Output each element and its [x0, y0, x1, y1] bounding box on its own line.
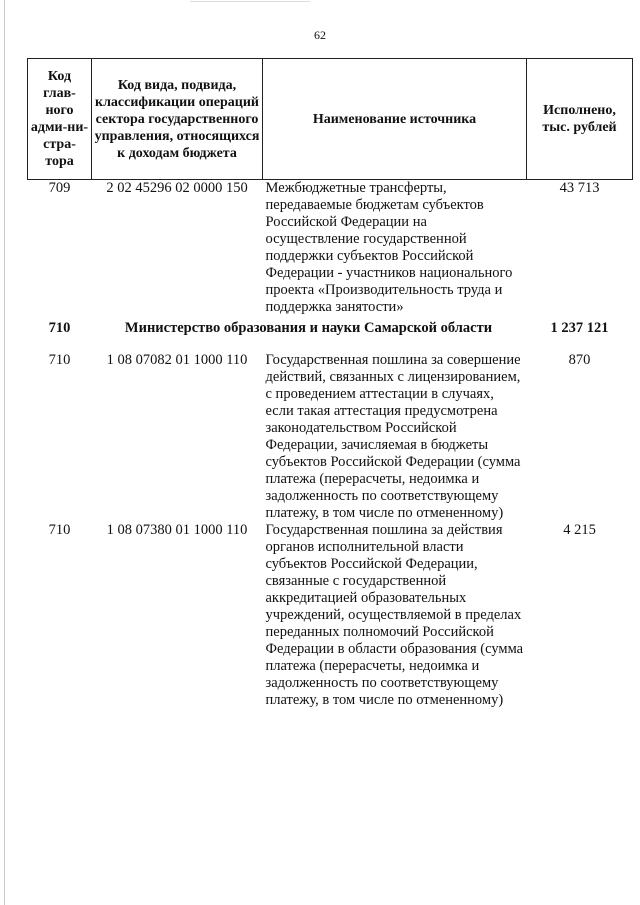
header-source-name: Наименование источника [263, 59, 527, 180]
row-admin-code: 709 [48, 180, 71, 196]
header-type-code: Код вида, подвида, классификации операций сектора государственного управления, относящихся к доходам бюджета [92, 59, 263, 180]
table-row [28, 340, 633, 522]
row-source-name: Государственная пошлина за действия органов исполнительной власти субъектов Российской Федерации, связанные с государственной аккредитацией образовательных учреждений, осуществляемой в пределах переданных полномочий Российской Федерации в области образования (сумма платежа (перерасчеты, недоимка и задолженность по соответствующему платежу, в том числе по отмененному) [265, 522, 524, 708]
section-ministry-name: Министерство образования и науки Самарской области [124, 319, 493, 336]
budget-table [27, 58, 633, 709]
row-amount: 870 [568, 352, 591, 368]
row-source-name: Межбюджетные трансферты, передаваемые бюджетам субъектов Российской Федерации на осуществление государственной поддержки субъектов Российской Федерации - участников национального проекта «Производительность труда и поддержка занятости» [265, 180, 513, 315]
row-budget-code: 1 08 07380 01 1000 110 [106, 522, 248, 538]
section-row [28, 316, 633, 340]
table-row [28, 180, 633, 317]
scan-left-edge [4, 0, 5, 905]
page-number: 62 [314, 28, 326, 42]
header-executed: Исполнено, тыс. рублей [527, 59, 633, 180]
row-budget-code: 2 02 45296 02 0000 150 [106, 180, 248, 196]
row-admin-code: 710 [48, 352, 71, 368]
row-amount: 4 215 [563, 522, 596, 538]
row-budget-code: 1 08 07082 01 1000 110 [106, 352, 248, 368]
row-source-name: Государственная пошлина за совершение действий, связанных с лицензированием, с проведением аттестации в случаях, если такая аттестация предусмотрена законодательством Российской Федерации, зачисляемая в бюджеты субъектов Российской Федерации (сумма платежа (перерасчеты, недоимка и задолженность по соответствующему платежу, в том числе по отмененному) [265, 352, 521, 521]
row-amount: 43 713 [559, 180, 600, 196]
table-row [28, 522, 633, 709]
section-amount: 1 237 121 [550, 319, 609, 336]
section-admin-code: 710 [48, 319, 71, 336]
scan-top-streak [190, 1, 310, 2]
row-admin-code: 710 [48, 522, 71, 538]
table-header-row [28, 59, 633, 180]
header-admin-code: Код глав-ного адми-ни-стра-тора [28, 59, 92, 180]
